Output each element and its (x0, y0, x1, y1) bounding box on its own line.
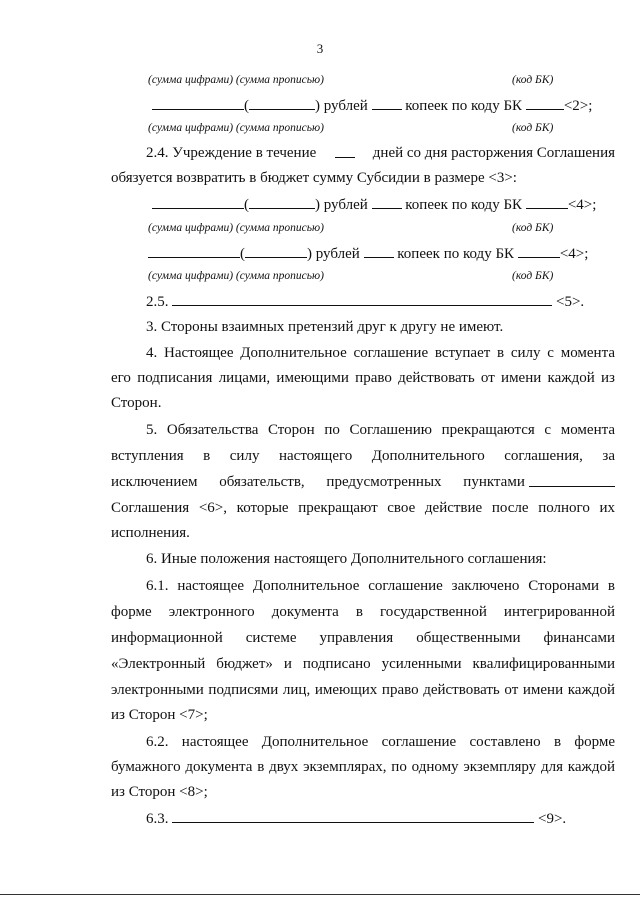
caption-sum: (сумма цифрами) (сумма прописью) (148, 270, 324, 282)
clause-4-line-1: 4. Настоящее Дополнительное соглашение вступает в силу с момента (146, 345, 615, 361)
clause-6: 6. Иные положения настоящего Дополнительного соглашения: (146, 551, 547, 567)
payment-line-2: ( ) рублей копеек по коду БК <4>; (152, 195, 596, 214)
clause-6-1-line-1: 6.1. настоящее Дополнительное соглашение заключено Сторонами в (146, 578, 615, 594)
caption-code: (код БК) (512, 270, 554, 282)
clause-6-1-line-4: «Электронный бюджет» и подписано усиленными квалифицированными (111, 656, 615, 672)
clause-6-1-line-6: из Сторон <7>; (111, 707, 208, 723)
clause-2-5: 2.5. <5>. (146, 294, 585, 310)
clause-3: 3. Стороны взаимных претензий друг к другу не имеют. (146, 319, 504, 335)
clause-6-1-line-2: форме электронного документа в государственной интегрированной (111, 604, 615, 620)
payment-line-1: ( ) рублей копеек по коду БК <2>; (152, 96, 592, 115)
page-bottom-edge (0, 894, 640, 895)
clause-6-2-line-3: из Сторон <8>; (111, 784, 208, 800)
clause-5-line-4: Соглашения <6>, которые прекращают свое действие после полного их (111, 500, 615, 516)
clause-4-line-2: его подписания лицами, имеющими право действовать от имени каждой из (111, 370, 615, 386)
clause-6-1-line-5: электронными подписями лиц, имеющих право действовать от имени каждой (111, 682, 615, 698)
clause-6-3: 6.3. <9>. (146, 811, 567, 827)
clause-6-2-line-1: 6.2. настоящее Дополнительное соглашение составлено в форме (146, 734, 615, 750)
clause-6-2-line-2: бумажного документа в двух экземплярах, по одному экземпляру для каждой (111, 759, 615, 775)
clause-2-4-line-2: обязуется возвратить в бюджет сумму Субсидии в размере <3>: (111, 170, 517, 186)
caption-code: (код БК) (512, 74, 554, 86)
clause-5-line-3: исключением обязательств, предусмотренных пунктами (111, 473, 615, 491)
clause-5-line-2: вступления в силу настоящего Дополнительного соглашения, за (111, 448, 615, 464)
clause-2-4-line-1: 2.4. Учреждение в течение дней со дня расторжения Соглашения (146, 145, 615, 161)
caption-sum: (сумма цифрами) (сумма прописью) (148, 122, 324, 134)
clause-6-1-line-3: информационной системе управления общественными финансами (111, 630, 615, 646)
clause-5-line-5: исполнения. (111, 525, 190, 541)
clause-5-line-1: 5. Обязательства Сторон по Соглашению прекращаются с момента (146, 422, 615, 438)
page-number: 3 (316, 41, 324, 56)
caption-code: (код БК) (512, 222, 554, 234)
caption-sum: (сумма цифрами) (сумма прописью) (148, 74, 324, 86)
clause-4-line-3: Сторон. (111, 395, 162, 411)
payment-line-3: ( ) рублей копеек по коду БК <4>; (148, 244, 588, 263)
caption-code: (код БК) (512, 122, 554, 134)
caption-sum: (сумма цифрами) (сумма прописью) (148, 222, 324, 234)
